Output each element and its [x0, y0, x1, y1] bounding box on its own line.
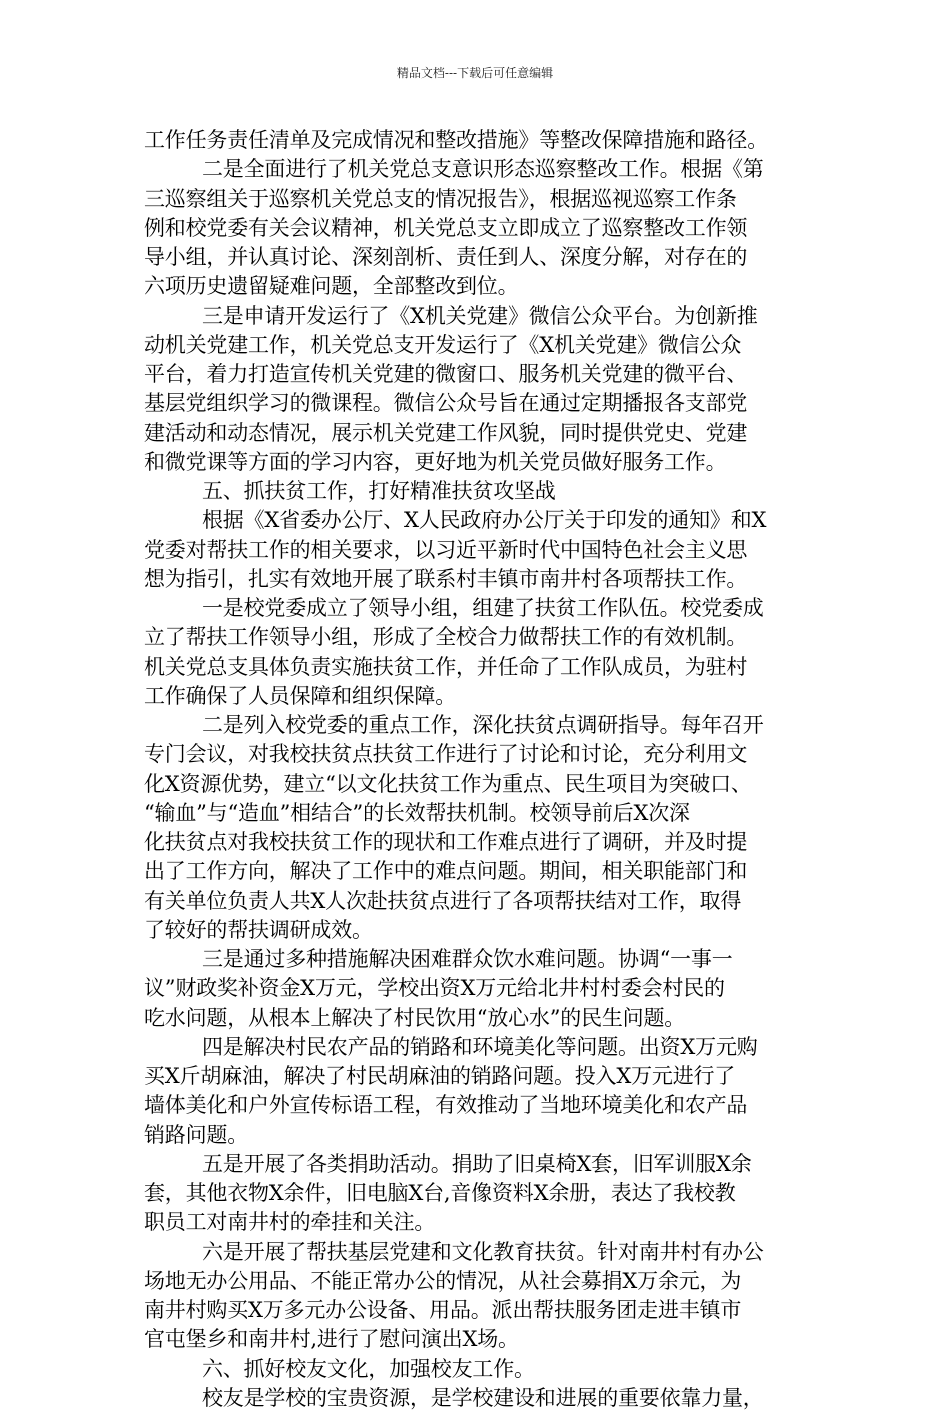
text-line: 出了工作方向，解决了工作中的难点问题。期间，相关职能部门和	[144, 859, 748, 884]
text-line: 机关党总支具体负责实施扶贫工作，并任命了工作队成员，为驻村	[144, 654, 748, 679]
text-line: 建活动和动态情况，展示机关党建工作风貌，同时提供党史、党建	[144, 420, 748, 445]
text-line: 六项历史遗留疑难问题，全部整改到位。	[144, 274, 519, 299]
text-line: 了较好的帮扶调研成效。	[144, 917, 373, 942]
text-line: 三巡察组关于巡察机关党总支的情况报告》，根据巡视巡察工作条	[144, 186, 737, 211]
text-line: 职员工对南井村的牵挂和关注。	[144, 1210, 436, 1235]
text-line: “输血”与“造血”相结合”的长效帮扶机制。校领导前后X次深	[144, 800, 690, 825]
text-line: 校友是学校的宝贵资源，是学校建设和进展的重要依靠力量，	[202, 1385, 764, 1410]
text-line: 买X斤胡麻油，解决了村民胡麻油的销路问题。投入X万元进行了	[144, 1064, 736, 1088]
text-line: 基层党组织学习的微课程。微信公众号旨在通过定期播报各支部党	[144, 391, 748, 416]
text-line: 根据《X省委办公厅、X人民政府办公厅关于印发的通知》和X	[202, 508, 767, 533]
text-line: 五是开展了各类捐助活动。捐助了旧桌椅X套，旧军训服X余	[202, 1151, 752, 1176]
text-line: 专门会议，对我校扶贫点扶贫工作进行了讨论和讨论，充分利用文	[144, 742, 748, 767]
text-line: 场地无办公用品、不能正常办公的情况，从社会募捐X万余元，为	[144, 1268, 742, 1293]
text-line: 例和校党委有关会议精神，机关党总支立即成立了巡察整改工作领	[144, 215, 748, 240]
text-line: 有关单位负责人共X人次赴扶贫点进行了各项帮扶结对工作，取得	[144, 888, 742, 913]
text-line: 南井村购买X万多元办公设备、用品。派出帮扶服务团走进丰镇市	[144, 1298, 742, 1322]
text-line: 议”财政奖补资金X万元，学校出资X万元给北井村村委会村民的	[144, 976, 725, 1001]
text-line: 立了帮扶工作领导小组，形成了全校合力做帮扶工作的有效机制。	[144, 625, 748, 650]
text-line: 墙体美化和户外宣传标语工程，有效推动了当地环境美化和农产品	[144, 1093, 748, 1118]
text-line: 导小组，并认真讨论、深刻剖析、责任到人、深度分解，对存在的	[144, 245, 748, 269]
text-line: 五、抓扶贫工作，打好精准扶贫攻坚战	[202, 479, 556, 503]
page-header: 精品文档---下载后可任意编辑	[396, 66, 554, 80]
text-line: 工作确保了人员保障和组织保障。	[144, 683, 456, 708]
text-line: 三是通过多种措施解决困难群众饮水难问题。协调“一事一	[202, 947, 733, 971]
text-line: 想为指引，扎实有效地开展了联系村丰镇市南井村各项帮扶工作。	[144, 566, 748, 591]
text-line: 二是列入校党委的重点工作，深化扶贫点调研指导。每年召开	[202, 713, 764, 737]
text-line: 套，其他衣物X余件，旧电脑X台,音像资料X余册，表达了我校教	[144, 1181, 736, 1205]
text-line: 三是申请开发运行了《X机关党建》微信公众平台。为创新推	[202, 303, 758, 328]
text-line: 六是开展了帮扶基层党建和文化教育扶贫。针对南井村有办公	[202, 1239, 764, 1264]
text-line: 二是全面进行了机关党总支意识形态巡察整改工作。根据《第	[202, 157, 764, 182]
text-line: 和微党课等方面的学习内容，更好地为机关党员做好服务工作。	[144, 449, 727, 474]
text-line: 吃水问题，从根本上解决了村民饮用“放心水”的民生问题。	[144, 1005, 686, 1030]
text-line: 化X资源优势，建立“以文化扶贫工作为重点、民生项目为突破口、	[144, 771, 752, 796]
text-line: 党委对帮扶工作的相关要求，以习近平新时代中国特色社会主义思	[144, 537, 748, 562]
text-line: 平台，着力打造宣传机关党建的微窗口、服务机关党建的微平台、	[144, 362, 748, 386]
text-line: 销路问题。	[144, 1122, 248, 1147]
text-line: 六、抓好校友文化，加强校友工作。	[202, 1356, 535, 1381]
text-line: 一是校党委成立了领导小组，组建了扶贫工作队伍。校党委成	[202, 596, 764, 620]
text-line: 化扶贫点对我校扶贫工作的现状和工作难点进行了调研，并及时提	[144, 830, 748, 854]
text-line: 工作任务责任清单及完成情况和整改措施》等整改保障措施和路径。	[144, 128, 768, 152]
text-line: 四是解决村民农产品的销路和环境美化等问题。出资X万元购	[202, 1034, 758, 1059]
text-line: 官屯堡乡和南井村,进行了慰问演出X场。	[144, 1327, 519, 1352]
text-line: 动机关党建工作，机关党总支开发运行了《X机关党建》微信公众	[144, 332, 742, 357]
document-body	[144, 126, 814, 1413]
